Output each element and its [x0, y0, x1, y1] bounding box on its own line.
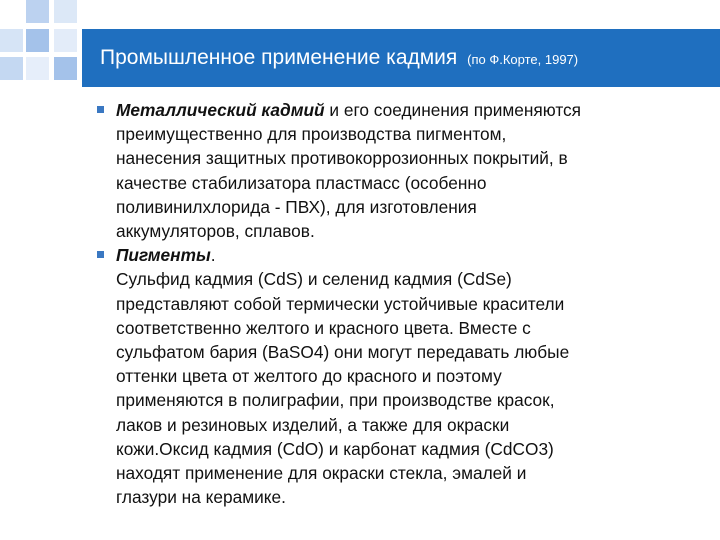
paragraph-line: сульфатом бария (BaSO4) они могут передавать любые	[116, 342, 570, 363]
bullet-emphasis: Пигменты	[116, 245, 211, 266]
decor-square	[54, 29, 77, 52]
decor-square	[0, 29, 23, 52]
paragraph-line: оттенки цвета от желтого до красного и поэтому	[116, 366, 502, 387]
bullet-text-line: нанесения защитных противокоррозионных покрытий, в	[116, 148, 568, 169]
square-bullet-icon	[97, 106, 104, 113]
bullet-item	[96, 243, 696, 267]
paragraph-line: кожи.Оксид кадмия (CdO) и карбонат кадмия (CdCO3)	[116, 438, 554, 459]
slide-body	[96, 98, 696, 509]
decor-square	[0, 57, 23, 80]
decor-square	[26, 57, 49, 80]
paragraph-line: соответственно желтого и красного цвета. Вместе с	[116, 317, 531, 338]
bullet-text-line: преимущественно для производства пигментом,	[116, 124, 507, 145]
title-text: Промышленное применение кадмия	[100, 46, 458, 69]
decor-square	[26, 29, 49, 52]
pigments-paragraph	[96, 267, 696, 509]
bullet-emphasis: Металлический кадмий	[116, 100, 325, 120]
paragraph-line: находят применение для окраски стекла, эмалей и	[116, 463, 527, 484]
paragraph-line: применяются в полиграфии, при производстве красок,	[116, 390, 555, 411]
bullet-text-line: и его соединения применяются	[324, 100, 582, 120]
decor-square	[54, 57, 77, 80]
slide-title	[100, 44, 578, 74]
paragraph-line: Сульфид кадмия (CdS) и селенид кадмия (CdSe)	[116, 269, 512, 290]
bullet-text-line: аккумуляторов, сплавов.	[116, 221, 315, 242]
bullet-text: .	[210, 245, 216, 266]
bullet-text-line: поливинилхлорида - ПВХ), для изготовления	[116, 196, 477, 217]
decor-square	[54, 0, 77, 23]
bullet-item	[96, 98, 696, 243]
square-bullet-icon	[97, 251, 104, 258]
paragraph-line: лаков и резиновых изделий, а также для окраски	[116, 414, 510, 435]
paragraph-line: глазури на керамике.	[116, 487, 286, 508]
bullet-text-line: качестве стабилизатора пластмасс (особенно	[116, 172, 487, 193]
paragraph-line: представляют собой термически устойчивые красители	[116, 293, 565, 314]
decor-square	[26, 0, 49, 23]
title-note: (по Ф.Корте, 1997)	[467, 52, 579, 67]
